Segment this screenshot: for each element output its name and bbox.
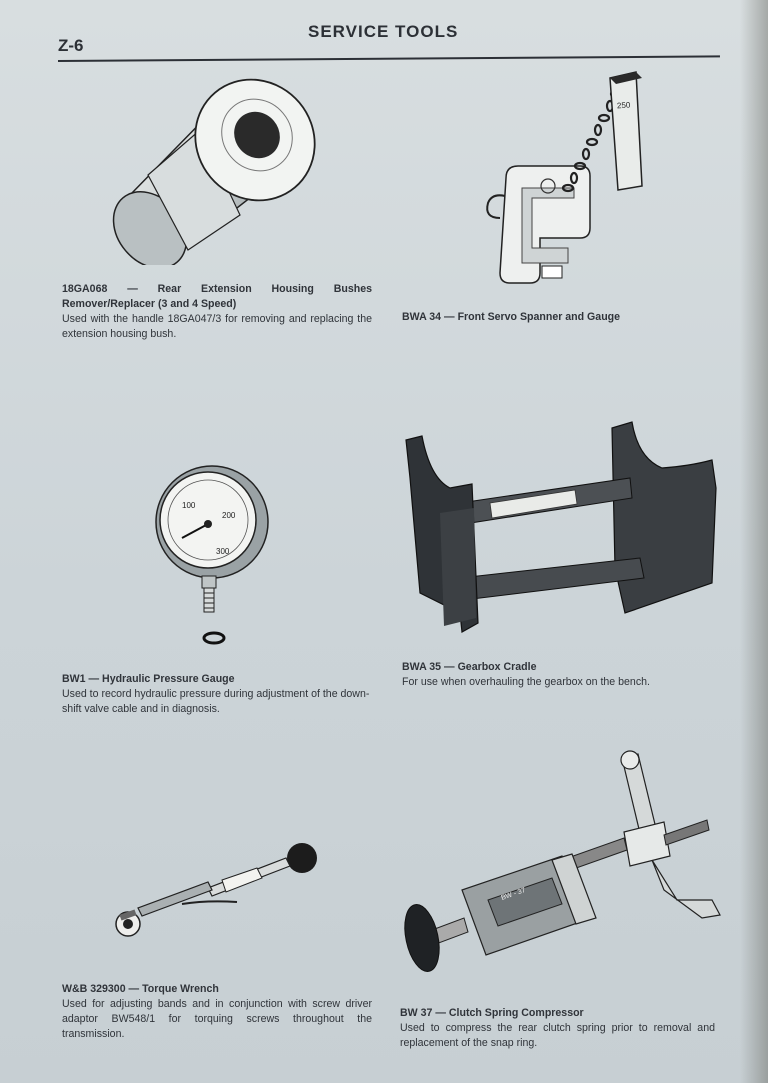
tool-caption-bwa35 [402,660,722,690]
separator: — [444,661,455,673]
tool-code: W&B 329300 [62,983,126,995]
tool-description: Used to record hydraulic pressure during adjustment of the down-shift valve cable and in diagnosis. [62,688,370,715]
tool-caption-bw1 [62,672,377,717]
tool-description: Used for adjusting bands and in conjunction with screw driver adaptor BW548/1 for torquing screws throughout the transmission. [62,998,372,1040]
compressor-label-text: BW - 37 [500,887,527,902]
tool-name: Front Servo Spanner and Gauge [457,311,621,323]
tool-code: BW1 [62,673,86,685]
tool-code: BWA 34 [402,311,442,323]
tool-name: Rear Extension Housing Bushes Remover/Replacer (3 and 4 Speed) [62,283,372,310]
header-rule [58,55,720,62]
separator: — [127,283,138,295]
tool-name: Hydraulic Pressure Gauge [102,673,235,685]
separator: — [444,311,455,323]
dial-label-200: 200 [222,511,236,520]
clutch-compressor-illustration [402,750,727,980]
tool-description: Used with the handle 18GA047/3 for removing and replacing the extension housing bush. [62,313,372,340]
pressure-gauge-illustration [152,462,272,652]
gearbox-cradle-illustration [400,418,720,643]
separator: — [435,1007,446,1019]
tool-code: BW 37 [400,1007,433,1019]
tool-description: For use when overhauling the gearbox on the bench. [402,676,650,688]
tool-code: BWA 35 [402,661,442,673]
tool-caption-bw37 [400,1006,715,1051]
tool-caption-wb329300 [62,982,372,1042]
tool-name: Torque Wrench [142,983,219,995]
tool-name: Gearbox Cradle [457,661,537,673]
gauge-tag-text: 250 [616,100,631,111]
page-number: Z-6 [58,36,84,55]
tool-code: 18GA068 [62,283,108,295]
bush-remover-illustration [110,75,325,265]
dial-label-300: 300 [216,547,230,556]
dial-label-100: 100 [182,501,196,510]
tool-caption-18ga068 [62,282,372,342]
separator: — [88,673,100,685]
torque-wrench-illustration [112,838,327,948]
separator: — [128,983,140,995]
tool-name: Clutch Spring Compressor [448,1007,584,1019]
servo-spanner-illustration [470,68,660,293]
tool-description: Used to compress the rear clutch spring prior to removal and replacement of the snap ring. [400,1022,715,1049]
page-title: SERVICE TOOLS [308,22,459,41]
tool-caption-bwa34 [402,310,702,325]
